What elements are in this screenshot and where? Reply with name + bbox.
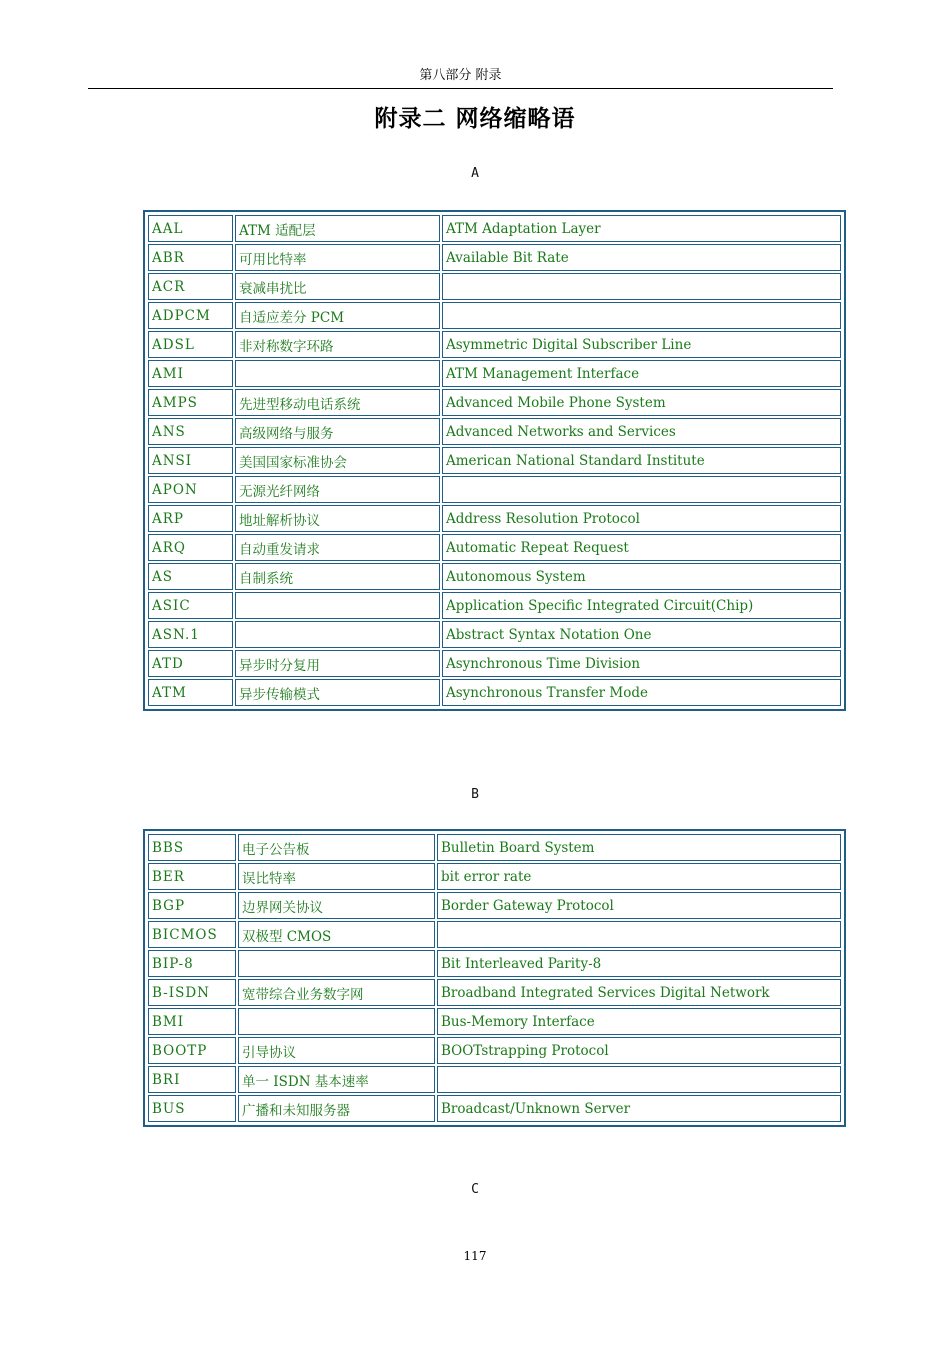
chinese-term-cell: 地址解析协议 [235, 505, 440, 532]
english-term-cell: Bit Interleaved Parity-8 [437, 950, 841, 977]
section-letter-b: B [471, 787, 479, 802]
table-row [148, 863, 841, 890]
chinese-term-cell: 可用比特率 [235, 244, 440, 271]
table-row [148, 447, 841, 474]
abbreviation-cell: BOOTP [148, 1037, 236, 1064]
chinese-term-cell: 异步时分复用 [235, 650, 440, 677]
table-row [148, 273, 841, 300]
abbreviation-cell: ANSI [148, 447, 233, 474]
abbreviation-cell: ACR [148, 273, 233, 300]
table-row [148, 244, 841, 271]
table-row [148, 563, 841, 590]
english-term-cell: Asynchronous Transfer Mode [442, 679, 841, 706]
english-term-cell: Abstract Syntax Notation One [442, 621, 841, 648]
english-term-cell: Application Specific Integrated Circuit(Chip) [442, 592, 841, 619]
abbreviation-cell: AAL [148, 215, 233, 242]
section-letter-c: C [471, 1182, 479, 1197]
chinese-term-cell: 边界网关协议 [238, 892, 435, 919]
table-row [148, 360, 841, 387]
abbreviation-cell: AMPS [148, 389, 233, 416]
table-row [148, 389, 841, 416]
abbreviation-cell: ANS [148, 418, 233, 445]
table-row [148, 834, 841, 861]
chinese-term-cell: 衰减串扰比 [235, 273, 440, 300]
chinese-term-cell: 单一 ISDN 基本速率 [238, 1066, 435, 1093]
abbreviation-cell: ADSL [148, 331, 233, 358]
chinese-term-cell: 双极型 CMOS [238, 921, 435, 948]
table-row [148, 1008, 841, 1035]
abbreviation-cell: ATD [148, 650, 233, 677]
abbreviation-cell: BER [148, 863, 236, 890]
abbr-table-b [143, 829, 846, 1127]
english-term-cell: Broadcast/Unknown Server [437, 1095, 841, 1122]
chinese-term-cell [235, 592, 440, 619]
abbreviation-cell: AS [148, 563, 233, 590]
abbreviation-cell: BIP-8 [148, 950, 236, 977]
chinese-term-cell [238, 1008, 435, 1035]
table-row [148, 950, 841, 977]
english-term-cell: ATM Adaptation Layer [442, 215, 841, 242]
abbreviation-cell: ASN.1 [148, 621, 233, 648]
english-term-cell: Advanced Mobile Phone System [442, 389, 841, 416]
page-title: 附录二 网络缩略语 [374, 106, 576, 132]
table-row [148, 418, 841, 445]
chinese-term-cell: 自制系统 [235, 563, 440, 590]
abbr-table-a [143, 210, 846, 711]
english-term-cell [437, 921, 841, 948]
abbreviation-cell: BGP [148, 892, 236, 919]
table-row [148, 331, 841, 358]
english-term-cell: Bus-Memory Interface [437, 1008, 841, 1035]
abbreviation-cell: B-ISDN [148, 979, 236, 1006]
english-term-cell [437, 1066, 841, 1093]
english-term-cell: bit error rate [437, 863, 841, 890]
english-term-cell: ATM Management Interface [442, 360, 841, 387]
table-row [148, 534, 841, 561]
english-term-cell: Address Resolution Protocol [442, 505, 841, 532]
chinese-term-cell: ATM 适配层 [235, 215, 440, 242]
page-number: 117 [463, 1249, 487, 1263]
table-row [148, 302, 841, 329]
english-term-cell: Automatic Repeat Request [442, 534, 841, 561]
abbreviation-cell: BBS [148, 834, 236, 861]
table-row [148, 650, 841, 677]
chinese-term-cell: 自动重发请求 [235, 534, 440, 561]
english-term-cell: BOOTstrapping Protocol [437, 1037, 841, 1064]
chinese-term-cell: 无源光纤网络 [235, 476, 440, 503]
english-term-cell: Broadband Integrated Services Digital Network [437, 979, 841, 1006]
chinese-term-cell: 误比特率 [238, 863, 435, 890]
abbreviation-cell: ADPCM [148, 302, 233, 329]
chinese-term-cell: 先进型移动电话系统 [235, 389, 440, 416]
table-row [148, 979, 841, 1006]
table-row [148, 505, 841, 532]
chinese-term-cell: 非对称数字环路 [235, 331, 440, 358]
abbreviation-cell: ARP [148, 505, 233, 532]
english-term-cell [442, 302, 841, 329]
chinese-term-cell: 电子公告板 [238, 834, 435, 861]
table-row [148, 1095, 841, 1122]
table-row [148, 921, 841, 948]
chinese-term-cell [235, 360, 440, 387]
table-row [148, 892, 841, 919]
english-term-cell: Autonomous System [442, 563, 841, 590]
abbreviation-cell: BRI [148, 1066, 236, 1093]
abbreviation-cell: ASIC [148, 592, 233, 619]
english-term-cell: Asymmetric Digital Subscriber Line [442, 331, 841, 358]
abbreviation-cell: APON [148, 476, 233, 503]
english-term-cell: Border Gateway Protocol [437, 892, 841, 919]
chinese-term-cell: 异步传输模式 [235, 679, 440, 706]
chinese-term-cell: 宽带综合业务数字网 [238, 979, 435, 1006]
english-term-cell: American National Standard Institute [442, 447, 841, 474]
chinese-term-cell: 广播和未知服务器 [238, 1095, 435, 1122]
table-row [148, 679, 841, 706]
english-term-cell: Asynchronous Time Division [442, 650, 841, 677]
abbreviation-cell: BUS [148, 1095, 236, 1122]
english-term-cell [442, 273, 841, 300]
abbreviation-cell: AMI [148, 360, 233, 387]
abbreviation-cell: BMI [148, 1008, 236, 1035]
table-row [148, 215, 841, 242]
chinese-term-cell: 高级网络与服务 [235, 418, 440, 445]
abbreviation-cell: ATM [148, 679, 233, 706]
table-row [148, 1066, 841, 1093]
abbreviation-cell: ABR [148, 244, 233, 271]
table-row [148, 1037, 841, 1064]
english-term-cell [442, 476, 841, 503]
section-letter-a: A [471, 166, 479, 181]
chinese-term-cell: 引导协议 [238, 1037, 435, 1064]
abbreviation-cell: BICMOS [148, 921, 236, 948]
page-header: 第八部分 附录 [88, 66, 833, 89]
english-term-cell: Available Bit Rate [442, 244, 841, 271]
table-row [148, 476, 841, 503]
english-term-cell: Bulletin Board System [437, 834, 841, 861]
table-row [148, 592, 841, 619]
chinese-term-cell: 自适应差分 PCM [235, 302, 440, 329]
chinese-term-cell [235, 621, 440, 648]
table-row [148, 621, 841, 648]
abbreviation-cell: ARQ [148, 534, 233, 561]
chinese-term-cell: 美国国家标准协会 [235, 447, 440, 474]
chinese-term-cell [238, 950, 435, 977]
english-term-cell: Advanced Networks and Services [442, 418, 841, 445]
